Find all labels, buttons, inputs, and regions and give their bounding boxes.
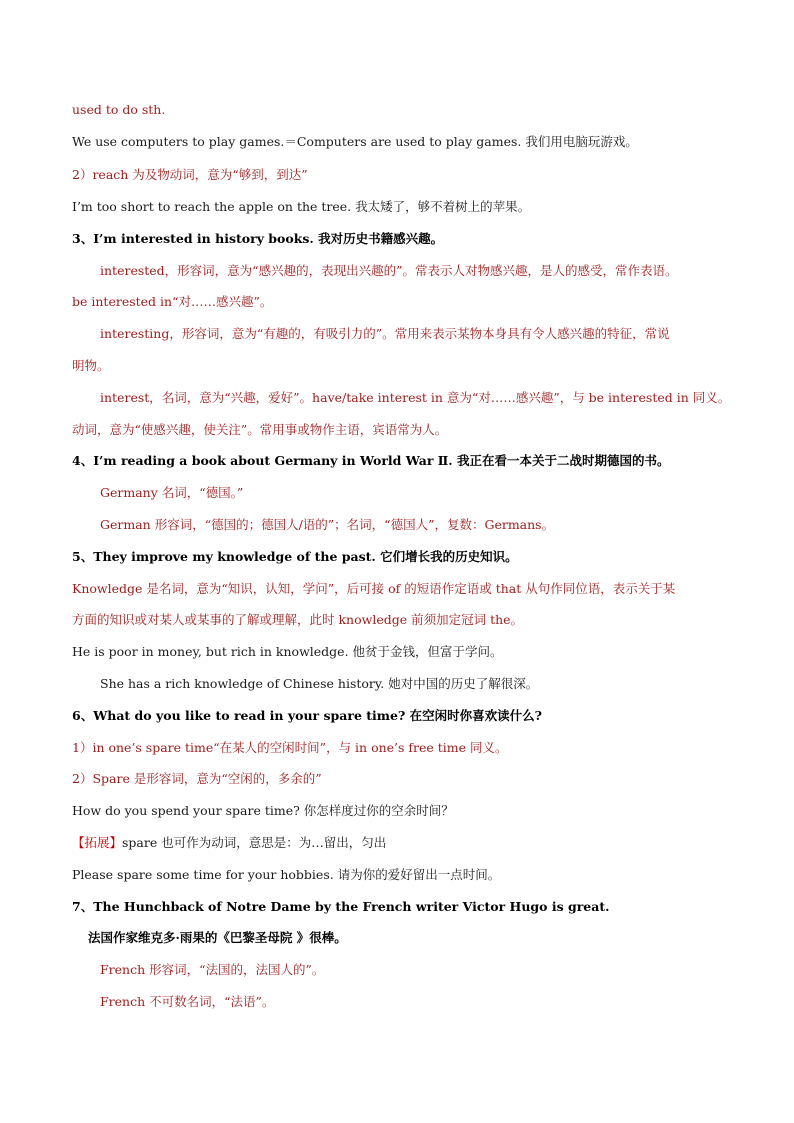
text-line: Please spare some time for your hobbies. 请为你的爱好留出一点时间。 xyxy=(72,867,501,882)
expand-tag: 【拓展】 xyxy=(72,835,123,850)
text-line: She has a rich knowledge of Chinese history. 她对中国的历史了解很深。 xyxy=(100,676,539,691)
section-heading: 4、I’m reading a book about Germany in World War Ⅱ. 我正在看一本关于二战时期德国的书。 xyxy=(72,453,670,468)
text-line: He is poor in money, but rich in knowledge. 他贫于金钱，但富于学问。 xyxy=(72,644,503,659)
section-heading: 3、I’m interested in history books. 我对历史书籍感兴趣。 xyxy=(72,231,444,246)
text-line: be interested in“对……感兴趣”。 xyxy=(72,294,273,309)
text-line: 方面的知识或对某人或某事的了解或理解，此时 knowledge 前须加定冠词 the。 xyxy=(72,612,524,627)
text-line: We use computers to play games.＝Computers are used to play games. 我们用电脑玩游戏。 xyxy=(72,134,638,149)
section-heading: 6、What do you like to read in your spare time? 在空闲时你喜欢读什么? xyxy=(72,708,542,723)
text-line: Germany 名词，“德国。” xyxy=(100,485,244,500)
text-line: German 形容词，“德国的；德国人/语的”；名词，“德国人”，复数：Germans。 xyxy=(100,517,555,532)
text-line: I’m too short to reach the apple on the tree. 我太矮了，够不着树上的苹果。 xyxy=(72,199,531,214)
text-line: French 不可数名词，“法语”。 xyxy=(100,994,275,1009)
text-line: interest，名词，意为“兴趣，爱好”。have/take interest in 意为“对……感兴趣”，与 be interested in 同义。 xyxy=(100,390,731,405)
expand-text: spare 也可作为动词，意思是：为…留出，匀出 xyxy=(122,835,387,850)
text-line xyxy=(72,834,754,852)
text-line: 明物。 xyxy=(72,358,110,373)
text-line: How do you spend your spare time? 你怎样度过你的空余时间？ xyxy=(72,803,454,818)
text-line: interesting，形容词，意为“有趣的，有吸引力的”。常用来表示某物本身具有令人感兴趣的特征，常说 xyxy=(100,326,670,341)
text-line: 2）reach 为及物动词，意为“够到，到达” xyxy=(72,167,308,182)
section-translation: 法国作家维克多·雨果的《巴黎圣母院 》很棒。 xyxy=(88,930,347,945)
text-line: 1）in one’s spare time“在某人的空闲时间”，与 in one’s free time 同义。 xyxy=(72,740,508,755)
text-line: 2）Spare 是形容词，意为“空闲的，多余的” xyxy=(72,771,322,786)
section-heading: 7、The Hunchback of Notre Dame by the French writer Victor Hugo is great. xyxy=(72,899,610,914)
text-line: used to do sth. xyxy=(72,102,166,117)
text-line: Knowledge 是名词，意为“知识，认知，学问”，后可接 of 的短语作定语或 that 从句作同位语，表示关于某 xyxy=(72,581,676,596)
text-line: interested，形容词，意为“感兴趣的，表现出兴趣的”。常表示人对物感兴趣，是人的感受，常作表语。 xyxy=(100,263,678,278)
text-line: French 形容词，“法国的，法国人的”。 xyxy=(100,962,325,977)
section-heading: 5、They improve my knowledge of the past. 它们增长我的历史知识。 xyxy=(72,549,518,564)
text-line: 动词，意为“使感兴趣，使关注”。常用事或物作主语，宾语常为人。 xyxy=(72,422,448,437)
